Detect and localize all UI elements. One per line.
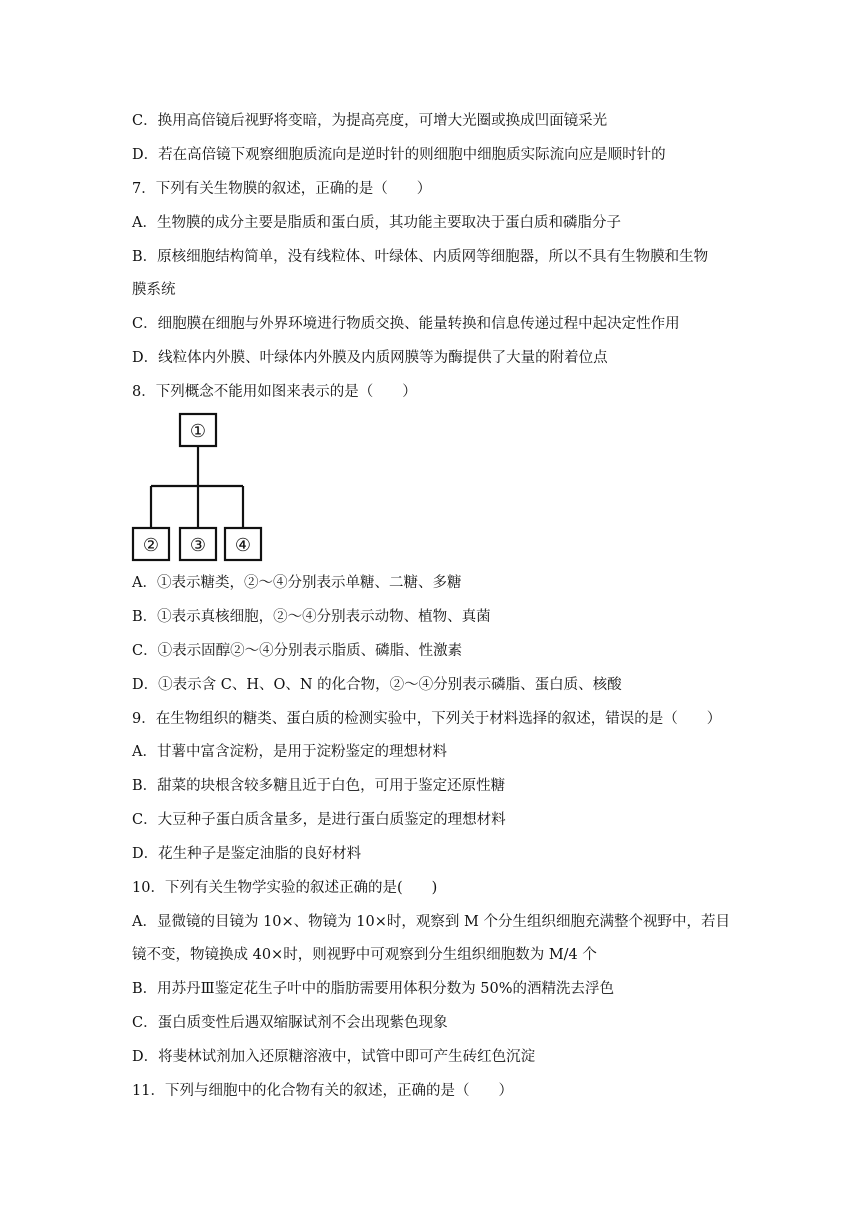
q9-stem: 9．在生物组织的糖类、蛋白质的检测实验中，下列关于材料选择的叙述，错误的是（ ） xyxy=(132,711,722,727)
q7-stem: 7．下列有关生物膜的叙述，正确的是（ ） xyxy=(132,181,432,197)
q10-stem: 10．下列有关生物学实验的叙述正确的是( ) xyxy=(132,880,438,896)
q7-option-d: D．线粒体内外膜、叶绿体内外膜及内质网膜等为酶提供了大量的附着位点 xyxy=(132,350,608,366)
q8-stem: 8．下列概念不能用如图来表示的是（ ） xyxy=(132,384,417,400)
diagram-child-label-3: ④ xyxy=(234,535,252,556)
q10-option-d: D．将斐林试剂加入还原糖溶液中，试管中即可产生砖红色沉淀 xyxy=(132,1049,536,1065)
q6-option-c: C．换用高倍镜后视野将变暗，为提高亮度，可增大光圈或换成凹面镜采光 xyxy=(132,113,608,129)
concept-tree-diagram xyxy=(130,410,270,565)
q9-option-a: A．甘薯中富含淀粉，是用于淀粉鉴定的理想材料 xyxy=(132,744,447,760)
q10-option-c: C．蛋白质变性后遇双缩脲试剂不会出现紫色现象 xyxy=(132,1015,448,1031)
q6-option-d: D．若在高倍镜下观察细胞质流向是逆时针的则细胞中细胞质实际流向应是顺时针的 xyxy=(132,147,666,163)
diagram-child-label-1: ② xyxy=(142,535,160,556)
diagram-root-label: ① xyxy=(189,421,207,442)
q10-option-a-line1: A．显微镜的目镜为 10×、物镜为 10×时，观察到 M 个分生组织细胞充满整个视野中，若目 xyxy=(132,914,730,930)
q7-option-c: C．细胞膜在细胞与外界环境进行物质交换、能量转换和信息传递过程中起决定性作用 xyxy=(132,316,680,332)
q9-option-d: D．花生种子是鉴定油脂的良好材料 xyxy=(132,846,362,862)
q10-option-b: B．用苏丹Ⅲ鉴定花生子叶中的脂肪需要用体积分数为 50%的酒精洗去浮色 xyxy=(132,981,614,997)
q11-stem: 11．下列与细胞中的化合物有关的叙述，正确的是（ ） xyxy=(132,1083,513,1099)
q8-option-d: D．①表示含 C、H、O、N 的化合物，②～④分别表示磷脂、蛋白质、核酸 xyxy=(132,677,622,693)
diagram-child-label-2: ③ xyxy=(189,535,207,556)
q10-option-a-line2: 镜不变，物镜换成 40×时，则视野中可观察到分生组织细胞数为 M/4 个 xyxy=(132,947,597,963)
q8-option-b: B．①表示真核细胞，②～④分别表示动物、植物、真菌 xyxy=(132,609,491,625)
q7-option-b-line1: B．原核细胞结构简单，没有线粒体、叶绿体、内质网等细胞器，所以不具有生物膜和生物 xyxy=(132,249,709,265)
q9-option-c: C．大豆种子蛋白质含量多，是进行蛋白质鉴定的理想材料 xyxy=(132,812,506,828)
q9-option-b: B．甜菜的块根含较多糖且近于白色，可用于鉴定还原性糖 xyxy=(132,778,506,794)
q8-option-a: A．①表示糖类，②～④分别表示单糖、二糖、多糖 xyxy=(132,575,462,591)
q7-option-a: A．生物膜的成分主要是脂质和蛋白质，其功能主要取决于蛋白质和磷脂分子 xyxy=(132,215,621,231)
q7-option-b-line2: 膜系统 xyxy=(132,282,176,298)
q8-option-c: C．①表示固醇②～④分别表示脂质、磷脂、性激素 xyxy=(132,643,463,659)
